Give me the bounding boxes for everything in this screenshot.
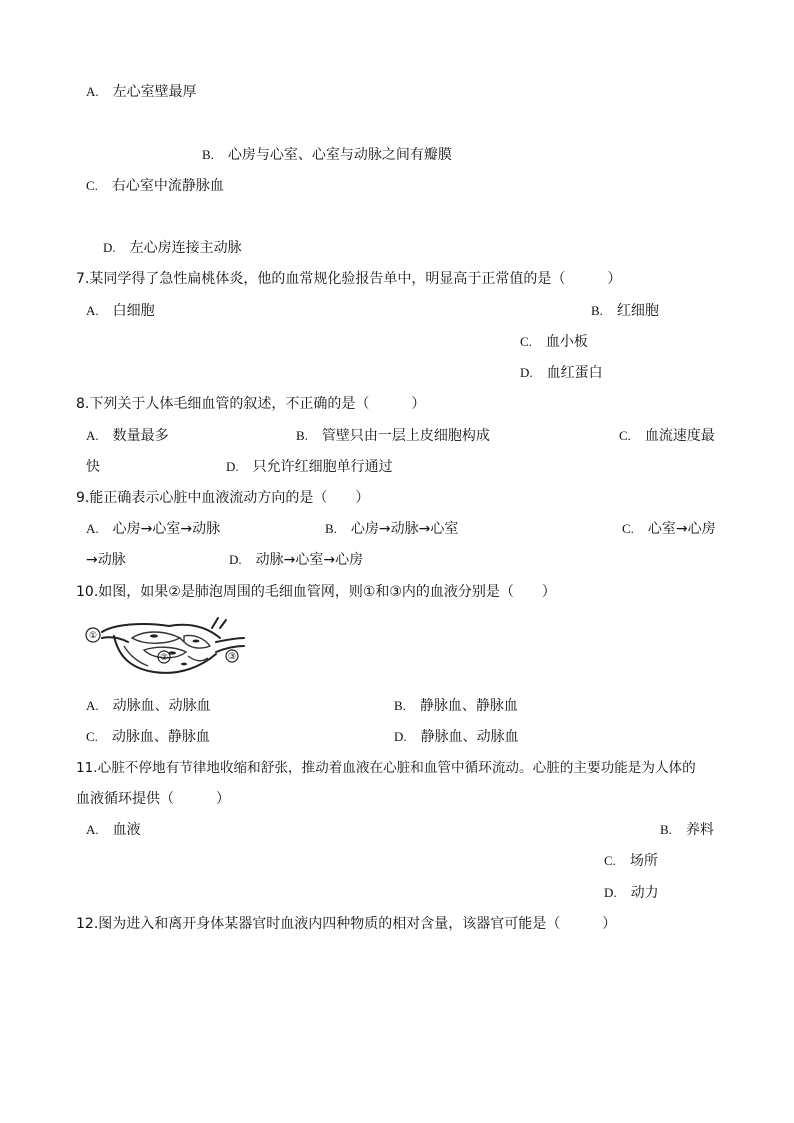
q12-stem: 12.图为进入和离开身体某器官时血液内四种物质的相对含量，该器官可能是（ ） (76, 916, 617, 932)
option-letter: D. (394, 729, 407, 744)
q7-option-d (520, 363, 603, 383)
option-text: 静脉血、静脉血 (419, 698, 518, 714)
option-letter: D. (604, 885, 617, 900)
q11-option-c (604, 851, 658, 871)
option-text: 动力 (630, 885, 659, 901)
blood-cell (181, 663, 187, 666)
option-text: 右心室中流静脉血 (111, 178, 224, 194)
option-text: 血小板 (545, 334, 588, 350)
option-letter: C. (86, 178, 98, 193)
q7-option-b (591, 301, 659, 321)
q11-option-a (86, 820, 141, 840)
q10-option-b (394, 696, 518, 716)
q11-option-d (604, 883, 659, 903)
option-text: 动脉血、动脉血 (112, 698, 211, 714)
option-text: 左心房连接主动脉 (129, 240, 242, 256)
option-letter: D. (520, 365, 533, 380)
option-text: 心房→动脉→心室 (350, 521, 459, 537)
option-text: 红细胞 (616, 303, 659, 319)
q8-option-c (619, 426, 715, 446)
q7-stem: 7.某同学得了急性扁桃体炎，他的血常规化验报告单中，明显高于正常值的是（ ） (76, 271, 622, 287)
q8-option-b (296, 426, 490, 446)
q8-option-d (226, 457, 393, 477)
option-text: 血流速度最 (644, 428, 715, 444)
option-text: 心房与心室、心室与动脉之间有瓣膜 (227, 147, 452, 163)
q9-option-d (229, 550, 363, 570)
option-text: 心房→心室→动脉 (112, 521, 221, 537)
q9-option-a (86, 519, 220, 539)
q7-option-c (520, 332, 588, 352)
option-letter: B. (325, 521, 337, 536)
q10-option-d (394, 727, 519, 747)
diagram-label-1: ① (88, 631, 98, 641)
q8-option-a (86, 426, 169, 446)
option-letter: A. (86, 303, 99, 318)
option-text: 数量最多 (112, 428, 169, 444)
option-letter: C. (604, 853, 616, 868)
option-text: 心室→心房 (647, 521, 716, 537)
option-letter: A. (86, 822, 99, 837)
vessel-branch (220, 620, 226, 628)
vessel-1-top (102, 624, 169, 632)
option-letter: C. (619, 428, 631, 443)
option-letter: A. (86, 428, 99, 443)
q10-stem: 10.如图，如果②是肺泡周围的毛细血管网，则①和③内的血液分别是（ ） (76, 584, 556, 600)
option-text: 只允许红细胞单行通过 (252, 459, 393, 475)
option-text: 白细胞 (112, 303, 155, 319)
option-text: 养料 (685, 822, 714, 838)
q7-option-a (86, 301, 155, 321)
option-letter: C. (86, 729, 98, 744)
option-letter: D. (226, 459, 239, 474)
q6-option-d (103, 238, 242, 258)
option-letter: B. (394, 698, 406, 713)
blood-cell (150, 634, 158, 637)
q9-option-c-continuation: →动脉 (86, 552, 126, 568)
option-letter: B. (202, 147, 214, 162)
diagram-label-3: ③ (227, 652, 237, 662)
option-text: 静脉血、动脉血 (420, 729, 519, 745)
option-text: 左心室壁最厚 (112, 84, 197, 100)
capillary-segment (188, 656, 208, 661)
diagram-label-2: ② (159, 653, 169, 663)
option-letter: A. (86, 698, 99, 713)
option-letter: B. (591, 303, 603, 318)
option-letter: A. (86, 521, 99, 536)
q9-option-c (622, 519, 716, 539)
option-text: 动脉→心室→心房 (255, 552, 364, 568)
option-letter: B. (296, 428, 308, 443)
capillary-network-diagram (84, 616, 250, 678)
q11-stem-line-2: 血液循环提供（ ） (76, 791, 230, 807)
option-text: 血液 (112, 822, 141, 838)
q8-stem: 8.下列关于人体毛细血管的叙述，不正确的是（ ） (76, 396, 426, 412)
q10-option-a (86, 696, 211, 716)
option-text: 动脉血、静脉血 (111, 729, 210, 745)
q9-stem: 9.能正确表示心脏中血液流动方向的是（ ） (76, 490, 370, 506)
vessel-branch (212, 618, 218, 628)
capillary-loop (132, 632, 180, 643)
q6-option-b (202, 145, 452, 165)
q6-option-a (86, 82, 197, 102)
option-text: 血红蛋白 (546, 365, 603, 381)
q11-stem-line-1: 11.心脏不停地有节律地收缩和舒张，推动着血液在心脏和血管中循环流动。心脏的主要功能是为人体的 (76, 760, 696, 776)
capillary-segment (124, 646, 148, 666)
option-letter: C. (520, 334, 532, 349)
option-letter: A. (86, 84, 99, 99)
q11-option-b (660, 820, 714, 840)
option-letter: C. (622, 521, 634, 536)
q10-option-c (86, 727, 210, 747)
q6-option-c (86, 176, 224, 196)
option-text: 场所 (629, 853, 658, 869)
q8-option-c-continuation: 快 (86, 459, 100, 475)
option-letter: D. (103, 240, 116, 255)
blood-cell (193, 640, 200, 643)
option-text: 管壁只由一层上皮细胞构成 (321, 428, 490, 444)
q9-option-b (325, 519, 458, 539)
option-letter: B. (660, 822, 672, 837)
option-letter: D. (229, 552, 242, 567)
